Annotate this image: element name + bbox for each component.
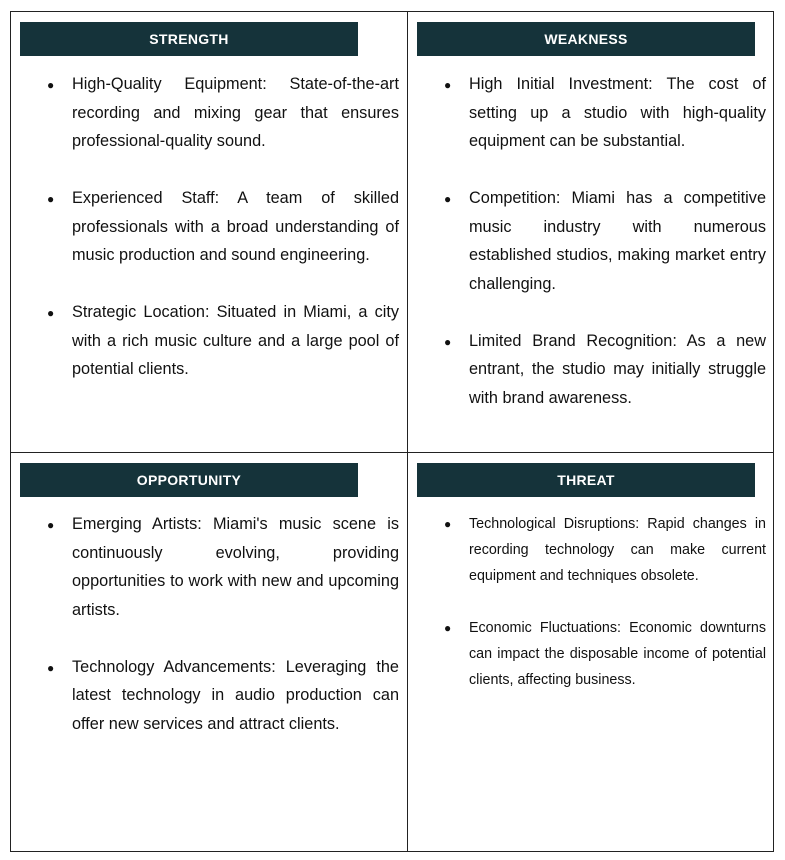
opportunity-header: OPPORTUNITY <box>20 463 358 497</box>
strength-list <box>72 70 399 412</box>
weakness-header: WEAKNESS <box>417 22 755 56</box>
list-item: ● Strategic Location: Situated in Miami, a city with a rich music culture and a large pool of potential clients. <box>72 298 399 384</box>
list-item: ● Technology Advancements: Leveraging the latest technology in audio production can offer new services and attract clients. <box>72 653 399 739</box>
list-item: ● Limited Brand Recognition: As a new entrant, the studio may initially struggle with brand awareness. <box>469 327 766 413</box>
threat-header: THREAT <box>417 463 755 497</box>
list-item: ● High-Quality Equipment: State-of-the-art recording and mixing gear that ensures professional-quality sound. <box>72 70 399 156</box>
list-item: ● Experienced Staff: A team of skilled professionals with a broad understanding of music production and sound engineering. <box>72 184 399 270</box>
list-item: ● Technological Disruptions: Rapid changes in recording technology can make current equipment and techniques obsolete. <box>469 511 766 589</box>
row-divider <box>11 452 773 453</box>
threat-list <box>469 511 766 719</box>
list-item: ● Economic Fluctuations: Economic downturns can impact the disposable income of potential clients, affecting business. <box>469 615 766 693</box>
list-item: ● High Initial Investment: The cost of setting up a studio with high-quality equipment can be substantial. <box>469 70 766 156</box>
weakness-list <box>469 70 766 441</box>
column-divider <box>407 12 408 851</box>
strength-header: STRENGTH <box>20 22 358 56</box>
opportunity-list <box>72 510 399 767</box>
list-item: ● Emerging Artists: Miami's music scene is continuously evolving, providing opportunities to work with new and upcoming artists. <box>72 510 399 624</box>
list-item: ● Competition: Miami has a competitive music industry with numerous established studios, making market entry challenging. <box>469 184 766 298</box>
